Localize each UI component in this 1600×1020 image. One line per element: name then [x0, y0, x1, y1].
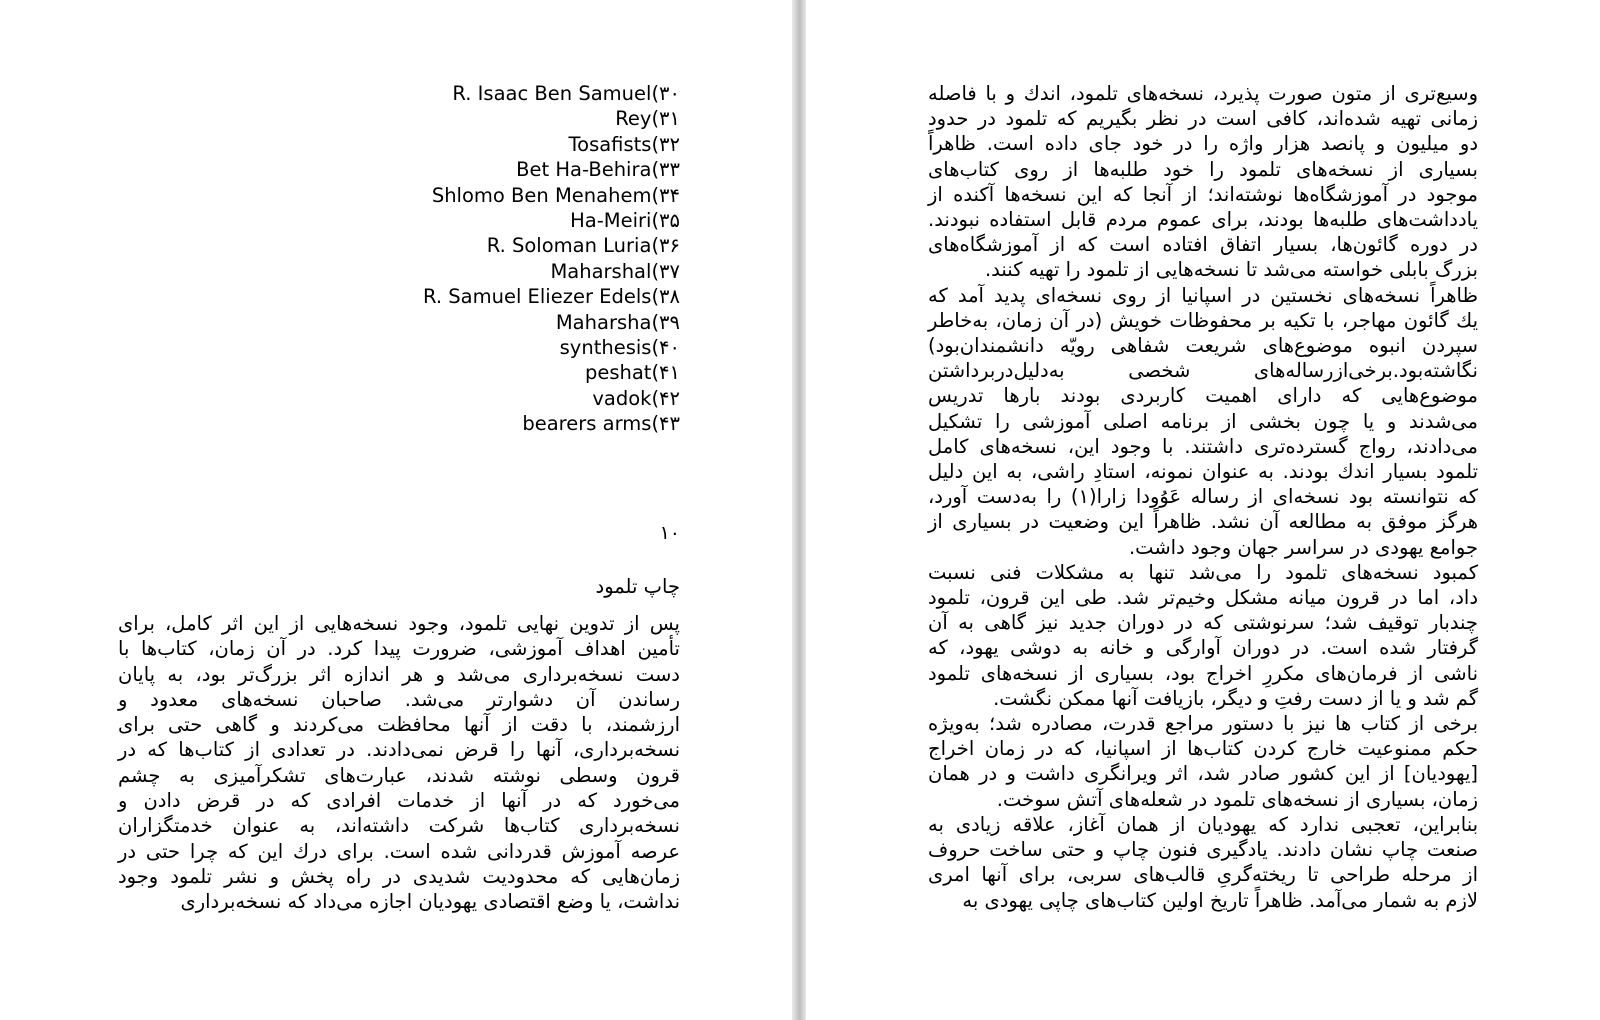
paragraph-line: برخی از کتاب ها نیز با دستور مراجع قدرت، مصادره شد؛ به‌ویژه [928, 712, 1478, 736]
paragraph-line: می‌دادند، رواج گسترده‌تری داشتند. با وجود این، نسخه‌های کامل [928, 434, 1478, 458]
footnote-term: R. Soloman Luria [486, 234, 652, 258]
footnote-item [380, 183, 680, 208]
paragraph-line: ناشی از فرمان‌های مکررِ اخراج بود، بسیاری از نسخه‌های تلمود [928, 661, 1478, 685]
paragraph-line: موجود در آموزشگاه‌ها نوشته‌اند؛ از آنجا که این نسخه‌ها آکنده از [928, 182, 1478, 206]
paragraph-line: تأمین اهداف آموزشی، ضرورت پیدا کرد. در آن زمان، کتاب‌ها با [118, 637, 680, 661]
footnote-number: ۳۴) [651, 183, 680, 207]
left-page-paragraph [118, 611, 680, 915]
paragraph-line: قرون وسطی نوشته شدند، عبارت‌های تشکرآمیزی به چشم [118, 763, 680, 787]
paragraph-line: بسیاری از نسخه‌های تلمود را خود طلبه‌ها از روی کتاب‌های [928, 157, 1478, 181]
paragraph-line: از مرحله طراحی تا ریخته‌گریِ قالب‌های سربی، برای آنها امری [928, 863, 1478, 887]
footnote-term: R. Samuel Eliezer Edels [423, 285, 652, 309]
footnote-item [380, 106, 680, 131]
footnote-term: peshat [584, 361, 652, 385]
footnote-term: R. Isaac Ben Samuel [452, 82, 652, 105]
paragraph-line: دو میلیون و پانصد هزار واژه را در خود جای داده است. ظاهراً [928, 132, 1478, 156]
footnote-item [380, 360, 680, 385]
paragraph-line: بزرگ بابلی خواسته می‌شد تا نسخه‌هایی از تلمود را تهیه کنند. [984, 258, 1478, 282]
book-spine [792, 0, 806, 1020]
footnote-number: ۳۶) [651, 234, 680, 258]
paragraph-line: ظاهراً نسخه‌های نخستین در اسپانیا از روی نسخه‌ای پدید آمد که [928, 283, 1478, 307]
paragraph-line: نداشت، یا وضع اقتصادی یهودیان اجازه می‌داد که نسخه‌برداری [180, 890, 680, 914]
paragraph-line: داد، اما در قرون میانه مشکل وخیم‌تر شد. طی این قرون، تلمود [928, 586, 1478, 610]
paragraph-line: لازم به شمار می‌آمد. ظاهراً تاریخ اولین کتاب‌های چاپی یهودی به [962, 888, 1478, 912]
paragraph-line: [یهودیان] از این کشور صادر شد، اثر ویرانگری داشت و در همان [928, 762, 1478, 786]
footnote-item [380, 208, 680, 233]
paragraph-line: یك گائون مهاجر، با تکیه بر محفوظات خویش (در آن زمان، به‌خاطر [928, 308, 1478, 332]
paragraph-line: حکم ممنوعیت خارج کردن کتاب‌ها از اسپانیا، که در زمان اخراج [928, 737, 1478, 761]
footnote-item [380, 259, 680, 284]
paragraph-line: نسخه‌برداری، آنها را قرض نمی‌دادند. در تعدادی از کتاب‌ها که در [118, 738, 680, 762]
footnote-item [380, 310, 680, 335]
paragraph-line: یادداشت‌های طلبه‌ها بودند، برای عموم مردم قابل استفاده نبودند. [928, 208, 1478, 232]
footnote-term: Maharshal [550, 259, 652, 283]
paragraph-line: کمبود نسخه‌های تلمود را می‌شد تنها به مشکلات فنی نسبت [928, 560, 1478, 584]
paragraph-line: هرگز موفق به مطالعه آن نشد. ظاهراً این وضعیت در بسیاری از [928, 510, 1478, 534]
paragraph-line: دست نسخه‌برداری می‌شد و هر اندازه اثر بزرگ‌تر بود، به پایان [118, 662, 680, 686]
paragraph-line: سپردن انبوه موضوع‌های شریعت شفاهی رویّه دانشمندان‌بود) [928, 334, 1478, 358]
paragraph-line: که نتوانسته بود نسخه‌ای از رساله عَوُودا زارا(۱) را به‌دست آورد، [928, 485, 1478, 509]
page-number: ۱۰ [659, 522, 680, 544]
paragraph-line: تلمود بسیار اندك بودند. به عنوان نمونه، استادِ راشی، به این دلیل [928, 460, 1478, 484]
footnote-item [380, 132, 680, 157]
footnote-list [380, 81, 680, 436]
paragraph-line: وسیع‌تری از متون صورت پذیرد، نسخه‌های تلمود، اندك و با فاصله [928, 82, 1478, 105]
footnote-term: Tosafists [568, 132, 652, 156]
footnote-item [380, 386, 680, 411]
footnote-item [380, 233, 680, 258]
paragraph-line: در دوره گائون‌ها، بسیار اتفاق افتاده است که از آموزشگاه‌های [928, 233, 1478, 257]
footnote-term: Maharsha [555, 310, 652, 334]
paragraph-line: بنابراین، تعجبی ندارد که یهودیان از همان آغاز، علاقه زیادی به [928, 812, 1478, 836]
paragraph-line: نسخه‌برداری کتاب‌ها شرکت داشته‌اند، به عنوان خدمتگزاران [118, 814, 680, 838]
paragraph-line: می‌شدند و یا چون بخشی از برنامه اصلی آموزشی را تشکیل [928, 409, 1478, 433]
footnote-term: Rey [615, 107, 652, 131]
paragraph-line: پس از تدوین نهایی تلمود، وجود نسخه‌هایی از این اثر کامل، برای [118, 612, 680, 635]
paragraph-line: عرصه آموزش قدردانی شده است. برای درك این که چرا حتی در [118, 839, 680, 863]
footnote-number: ۴۰) [651, 335, 680, 359]
right-page-paragraph [928, 81, 1478, 913]
section-title: چاپ تلمود [595, 575, 680, 598]
footnote-number: ۳۷) [651, 259, 680, 283]
paragraph-line: زمانی تهیه شده‌اند، کافی است در نظر بگیریم که تلمود در حدود [928, 107, 1478, 131]
paragraph-line: رساندن آن دشوارتر می‌شد. صاحبان نسخه‌های معدود و [118, 687, 680, 711]
footnote-item [380, 157, 680, 182]
footnote-number: ۴۳) [651, 412, 680, 436]
footnote-item [380, 81, 680, 106]
right-page [806, 0, 1600, 1020]
footnote-term: bearers arms [522, 412, 652, 436]
footnote-number: ۳۹) [651, 310, 680, 334]
paragraph-line: گرفتار شده است. در دوران آوارگی و خانه به دوشی یهود، که [928, 636, 1478, 660]
footnote-item [380, 335, 680, 360]
left-page [0, 0, 792, 1020]
footnote-term: vadok [592, 386, 652, 410]
paragraph-line: گم شد و یا از دست رفتِ و دیگر، بازیافت آنها ممکن نگشت. [993, 686, 1478, 710]
footnote-number: ۳۱) [651, 107, 680, 131]
footnote-number: ۳۵) [651, 208, 680, 232]
paragraph-line: صنعت چاپ نشان دادند. یادگیری فنون چاپ و حتی ساخت حروف [928, 838, 1478, 862]
footnote-item [380, 411, 680, 436]
paragraph-line: زمان، بسیاری از نسخه‌های تلمود در شعله‌های آتش سوخت. [996, 787, 1478, 811]
paragraph-line: می‌خورد که در آنها از خدمات افرادی که در قرض دادن و [118, 789, 680, 813]
footnote-number: ۳۸) [651, 285, 680, 309]
footnote-term: synthesis [559, 335, 652, 359]
footnote-number: ۳۰) [651, 82, 680, 105]
paragraph-line: ارزشمند، با دقت از آنها محافظت می‌کردند و گاهی حتی برای [118, 713, 680, 737]
paragraph-line: چندبار توقیف شد؛ سرنوشتی که در دوران جدید نیز گاهی به آن [928, 611, 1478, 635]
paragraph-line: جوامع یهودی در سراسر جهان وجود داشت. [1128, 535, 1478, 559]
footnote-number: ۴۱) [651, 361, 680, 385]
footnote-term: Shlomo Ben Menahem [431, 183, 652, 207]
footnote-term: Bet Ha-Behira [516, 158, 652, 182]
footnote-number: ۳۲) [651, 132, 680, 156]
paragraph-line: زمان‌هایی که محدودیت شدیدی در راه پخش و نشر تلمود وجود [118, 864, 680, 888]
footnote-term: Ha-Meiri [570, 208, 652, 232]
footnote-number: ۴۲) [651, 386, 680, 410]
footnote-item [380, 284, 680, 309]
paragraph-line: نگاشته‌بود.برخی‌ازرساله‌های شخصی به‌دلیل‌دربرداشتن [928, 359, 1478, 383]
footnote-number: ۳۳) [651, 158, 680, 182]
paragraph-line: موضوع‌هایی که دارای اهمیت کاربردی بودند بارها تدریس [928, 384, 1478, 408]
